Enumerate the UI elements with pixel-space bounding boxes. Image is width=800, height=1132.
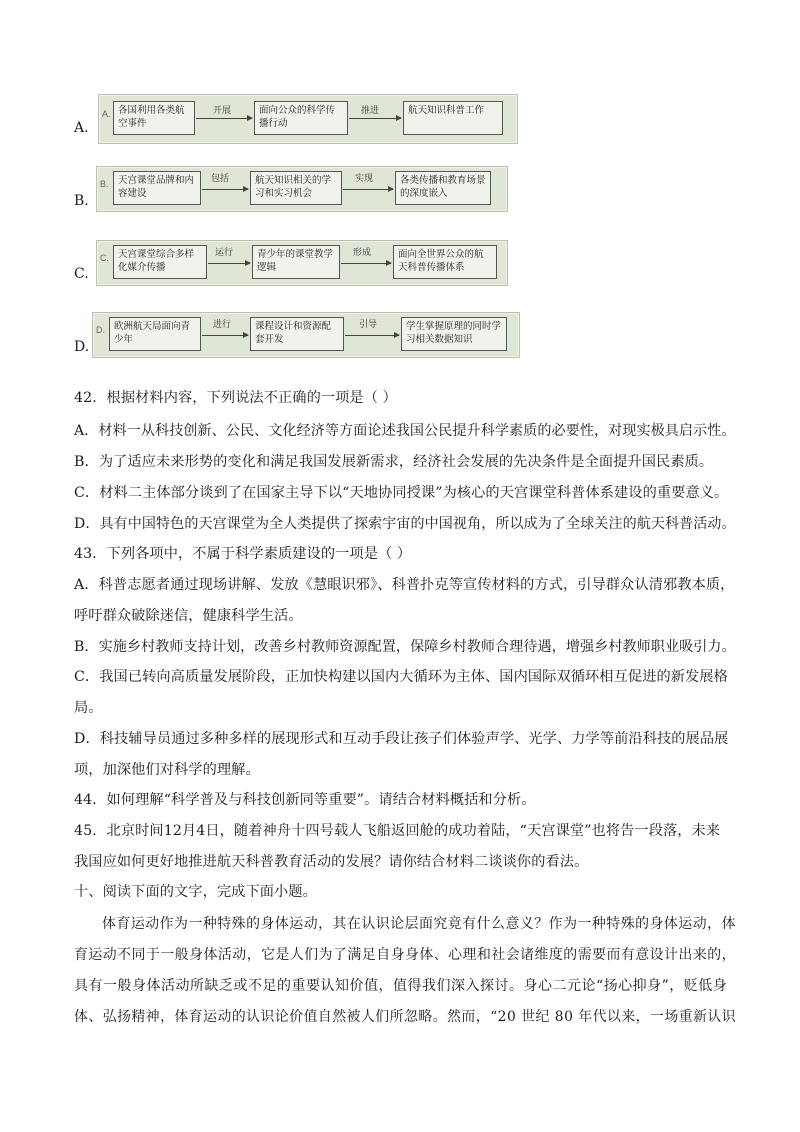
- flow-arrow-label-2: 形成: [353, 248, 372, 258]
- flowchart-letter: C.: [100, 253, 109, 263]
- flow-box-1: 天宫课堂综合多样化媒介传播: [113, 245, 207, 279]
- option-43-a-cont: 呼吁群众破除迷信，健康科学生活。: [74, 608, 303, 624]
- passage-line: 具有一般身体活动所缺乏或不足的重要认知价值，值得我们深入探讨。身心二元论“扬心抑身”，贬低身: [74, 978, 728, 994]
- option-43-b: B．实施乡村教师支持计划，改善乡村教师资源配置，保障乡村教师合理待遇，增强乡村教师职业吸引力。: [74, 639, 736, 655]
- flow-box-2: 面向公众的科学传播行动: [254, 101, 348, 135]
- flow-box-3: 各类传播和教育场景的深度嵌入: [395, 171, 491, 205]
- flow-arrow-2: [343, 189, 393, 190]
- flowchart-letter: B.: [100, 179, 109, 189]
- flow-box-2: 航天知识相关的学习和实习机会: [250, 171, 342, 205]
- passage-line: 育运动不同于一般身体活动，它是人们为了满足自身身体、心理和社会诸维度的需要而有意设计出来的，: [74, 947, 736, 963]
- option-42-a: A．材料一从科技创新、公民、文化经济等方面论述我国公民提升科学素质的必要性，对现实极具启示性。: [74, 423, 736, 439]
- question-44: 44．如何理解“科学普及与科技创新同等重要”。请结合材料概括和分析。: [74, 792, 536, 808]
- flow-arrow-label-1: 运行: [215, 248, 234, 258]
- option-letter: C.: [74, 266, 89, 282]
- flowchart-d: [92, 312, 520, 358]
- question-43-stem: 43．下列各项中，不属于科学素质建设的一项是（ ）: [74, 546, 412, 562]
- flowchart-letter: D.: [96, 325, 105, 335]
- flow-arrow-2: [341, 263, 391, 264]
- flow-arrow-label-2: 推进: [361, 106, 380, 116]
- flow-arrow-2: [345, 335, 399, 336]
- flow-box-2: 青少年的课堂教学逻辑: [252, 245, 340, 279]
- option-43-c: C．我国已转向高质量发展阶段，正加快构建以国内大循环为主体、国内国际双循环相互促进的新发展格: [74, 669, 728, 685]
- flow-box-1: 欧洲航天局面向青少年: [109, 317, 201, 351]
- flow-arrow-2: [349, 118, 401, 119]
- flow-arrow-label-1: 进行: [213, 320, 232, 330]
- passage-line: 体育运动作为一种特殊的身体运动，其在认识论层面究竟有什么意义？作为一种特殊的身体运动，体: [102, 916, 736, 932]
- section-ten-heading: 十、阅读下面的文字，完成下面小题。: [74, 884, 317, 900]
- option-43-d: D．科技辅导员通过多种多样的展现形式和互动手段让孩子们体验声学、光学、力学等前沿科技的展品展: [74, 731, 729, 747]
- option-43-c-cont: 局。: [74, 700, 103, 716]
- option-42-b: B．为了适应未来形势的变化和满足我国发展新需求，经济社会发展的先决条件是全面提升国民素质。: [74, 454, 714, 470]
- flow-arrow-label-1: 开展: [213, 106, 232, 116]
- option-letter: A.: [74, 120, 89, 136]
- option-42-c: C．材料二主体部分谈到了在国家主导下以“天地协同授课”为核心的天宫课堂科普体系建设的重要意义。: [74, 485, 729, 501]
- option-43-d-cont: 项，加深他们对科学的理解。: [74, 762, 260, 778]
- flow-arrow-1: [208, 263, 250, 264]
- flow-arrow-label-2: 实现: [355, 174, 374, 184]
- flow-box-1: 天宫课堂品牌和内容建设: [113, 171, 201, 205]
- option-letter: B.: [74, 193, 89, 209]
- question-42-stem: 42．根据材料内容，下列说法不正确的一项是（ ）: [74, 390, 397, 406]
- flow-arrow-1: [202, 335, 248, 336]
- question-45: 45．北京时间12月4日，随着神舟十四号载人飞船返回舱的成功着陆，“天宫课堂”也将告一段落，未来: [74, 823, 721, 839]
- flow-arrow-label-2: 引导: [359, 320, 378, 330]
- passage-line: 体、弘扬精神，体育运动的认识论价值自然被人们所忽略。然而，“20 世纪 80 年代以来，一场重新认识: [74, 1009, 737, 1025]
- flow-box-1: 各国利用各类航空事件: [113, 101, 195, 135]
- option-42-d: D．具有中国特色的天宫课堂为全人类提供了探索宇宙的中国视角，所以成为了全球关注的航天科普活动。: [74, 516, 736, 532]
- flow-box-2: 课程设计和资源配套开发: [250, 317, 344, 351]
- flowchart-c: [96, 240, 508, 286]
- flow-box-3: 面向全世界公众的航天科普传播体系: [393, 245, 497, 279]
- flow-arrow-1: [196, 118, 252, 119]
- flow-arrow-1: [202, 189, 248, 190]
- flow-box-3: 学生掌握原理的同时学习相关数据知识: [401, 317, 507, 351]
- flowchart-a: [98, 94, 518, 144]
- flow-arrow-label-1: 包括: [211, 174, 230, 184]
- option-43-a: A．科普志愿者通过现场讲解、发放《慧眼识邪》、科普扑克等宣传材料的方式，引导群众认清邪教本质，: [74, 577, 735, 593]
- flowchart-b: [96, 166, 508, 212]
- question-45-cont: 我国应如何更好地推进航天科普教育活动的发展？请你结合材料二谈谈你的看法。: [74, 854, 589, 870]
- flowchart-letter: A.: [102, 109, 111, 119]
- option-letter: D.: [74, 339, 90, 355]
- flow-box-3: 航天知识科普工作: [403, 101, 503, 135]
